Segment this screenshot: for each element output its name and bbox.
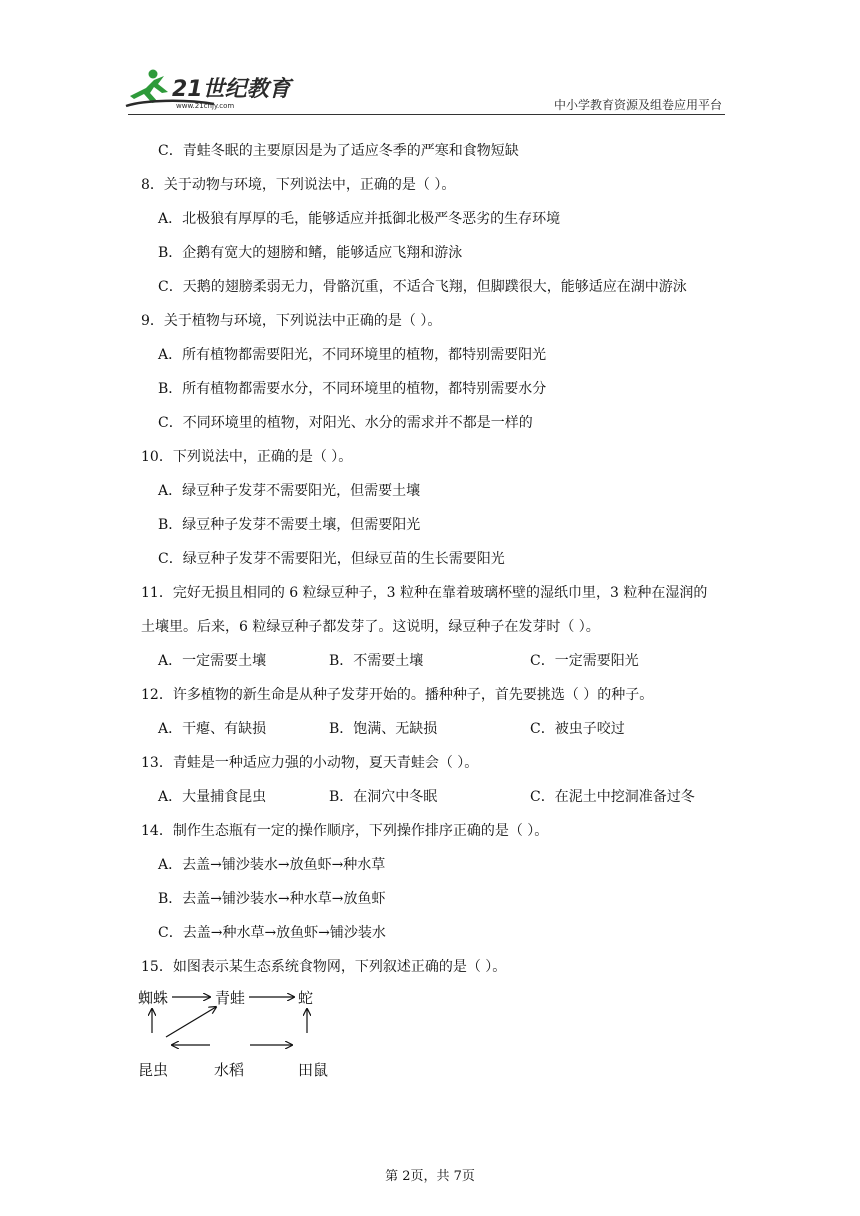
q13-option-c: C．在泥土中挖洞准备过冬	[530, 789, 695, 805]
logo-21cnjy	[124, 66, 294, 112]
q12-option-b: B．饱满、无缺损	[329, 721, 438, 737]
label-snake: 蛇	[298, 989, 314, 1007]
question-13: 13．青蛙是一种适应力强的小动物，夏天青蛙会（ ）。	[141, 755, 479, 771]
q11-option-a: A．一定需要土壤	[158, 653, 267, 669]
q7-option-c: C．青蛙冬眠的主要原因是为了适应冬季的严寒和食物短缺	[158, 143, 519, 159]
q13-option-b: B．在洞穴中冬眠	[329, 789, 438, 805]
page-footer: 第 2页，共 7页	[385, 1169, 475, 1184]
platform-name: 中小学教育资源及组卷应用平台	[553, 98, 722, 112]
q10-option-c: C．绿豆种子发芽不需要阳光，但绿豆苗的生长需要阳光	[158, 551, 505, 567]
question-14: 14．制作生态瓶有一定的操作顺序，下列操作排序正确的是（ ）。	[141, 823, 549, 839]
label-rice: 水稻	[214, 1061, 245, 1079]
food-web-diagram	[132, 985, 342, 1085]
logo-url: www.21cnjy.com	[176, 102, 235, 110]
question-15: 15．如图表示某生态系统食物网，下列叙述正确的是（ ）。	[141, 959, 507, 975]
q8-option-a: A．北极狼有厚厚的毛，能够适应并抵御北极严冬恶劣的生存环境	[158, 211, 561, 227]
q10-option-a: A．绿豆种子发芽不需要阳光，但需要土壤	[158, 483, 421, 499]
logo-text: 21世纪教育	[172, 77, 291, 102]
header-rule	[128, 114, 725, 115]
question-11-line-2: 土壤里。后来，6 粒绿豆种子都发芽了。这说明，绿豆种子在发芽时（ ）。	[141, 619, 600, 635]
q11-option-b: B．不需要土壤	[329, 653, 424, 669]
label-mouse: 田鼠	[298, 1061, 329, 1079]
question-8: 8．关于动物与环境，下列说法中，正确的是（ ）。	[141, 177, 456, 193]
question-10: 10．下列说法中，正确的是（ ）。	[141, 449, 353, 465]
q9-option-a: A．所有植物都需要阳光，不同环境里的植物，都特别需要阳光	[158, 347, 547, 363]
question-9: 9．关于植物与环境，下列说法中正确的是（ ）。	[141, 313, 442, 329]
label-insect: 昆虫	[138, 1061, 169, 1079]
q12-option-c: C．被虫子咬过	[530, 721, 625, 737]
question-11-line-1: 11．完好无损且相同的 6 粒绿豆种子，3 粒种在靠着玻璃杯壁的湿纸巾里，3 粒种在湿润的	[141, 585, 708, 601]
page-header	[0, 0, 860, 120]
q14-option-b: B．去盖→铺沙装水→种水草→放鱼虾	[158, 891, 386, 907]
q14-option-a: A．去盖→铺沙装水→放鱼虾→种水草	[158, 857, 386, 873]
q14-option-c: C．去盖→种水草→放鱼虾→铺沙装水	[158, 925, 386, 941]
q12-option-a: A．干瘪、有缺损	[158, 721, 267, 737]
q8-option-b: B．企鹅有宽大的翅膀和鳍，能够适应飞翔和游泳	[158, 245, 463, 261]
q9-option-c: C．不同环境里的植物，对阳光、水分的需求并不都是一样的	[158, 415, 533, 431]
q9-option-b: B．所有植物都需要水分，不同环境里的植物，都特别需要水分	[158, 381, 547, 397]
q8-option-c: C．天鹅的翅膀柔弱无力，骨骼沉重，不适合飞翔，但脚蹼很大，能够适应在湖中游泳	[158, 279, 687, 295]
label-frog: 青蛙	[215, 989, 246, 1007]
q11-option-c: C．一定需要阳光	[530, 653, 639, 669]
question-12: 12．许多植物的新生命是从种子发芽开始的。播种种子，首先要挑选（ ）的种子。	[141, 687, 654, 703]
q10-option-b: B．绿豆种子发芽不需要土壤，但需要阳光	[158, 517, 421, 533]
q13-option-a: A．大量捕食昆虫	[158, 789, 267, 805]
label-spider: 蜘蛛	[138, 989, 169, 1007]
arrow-insect-to-frog	[166, 1007, 216, 1037]
